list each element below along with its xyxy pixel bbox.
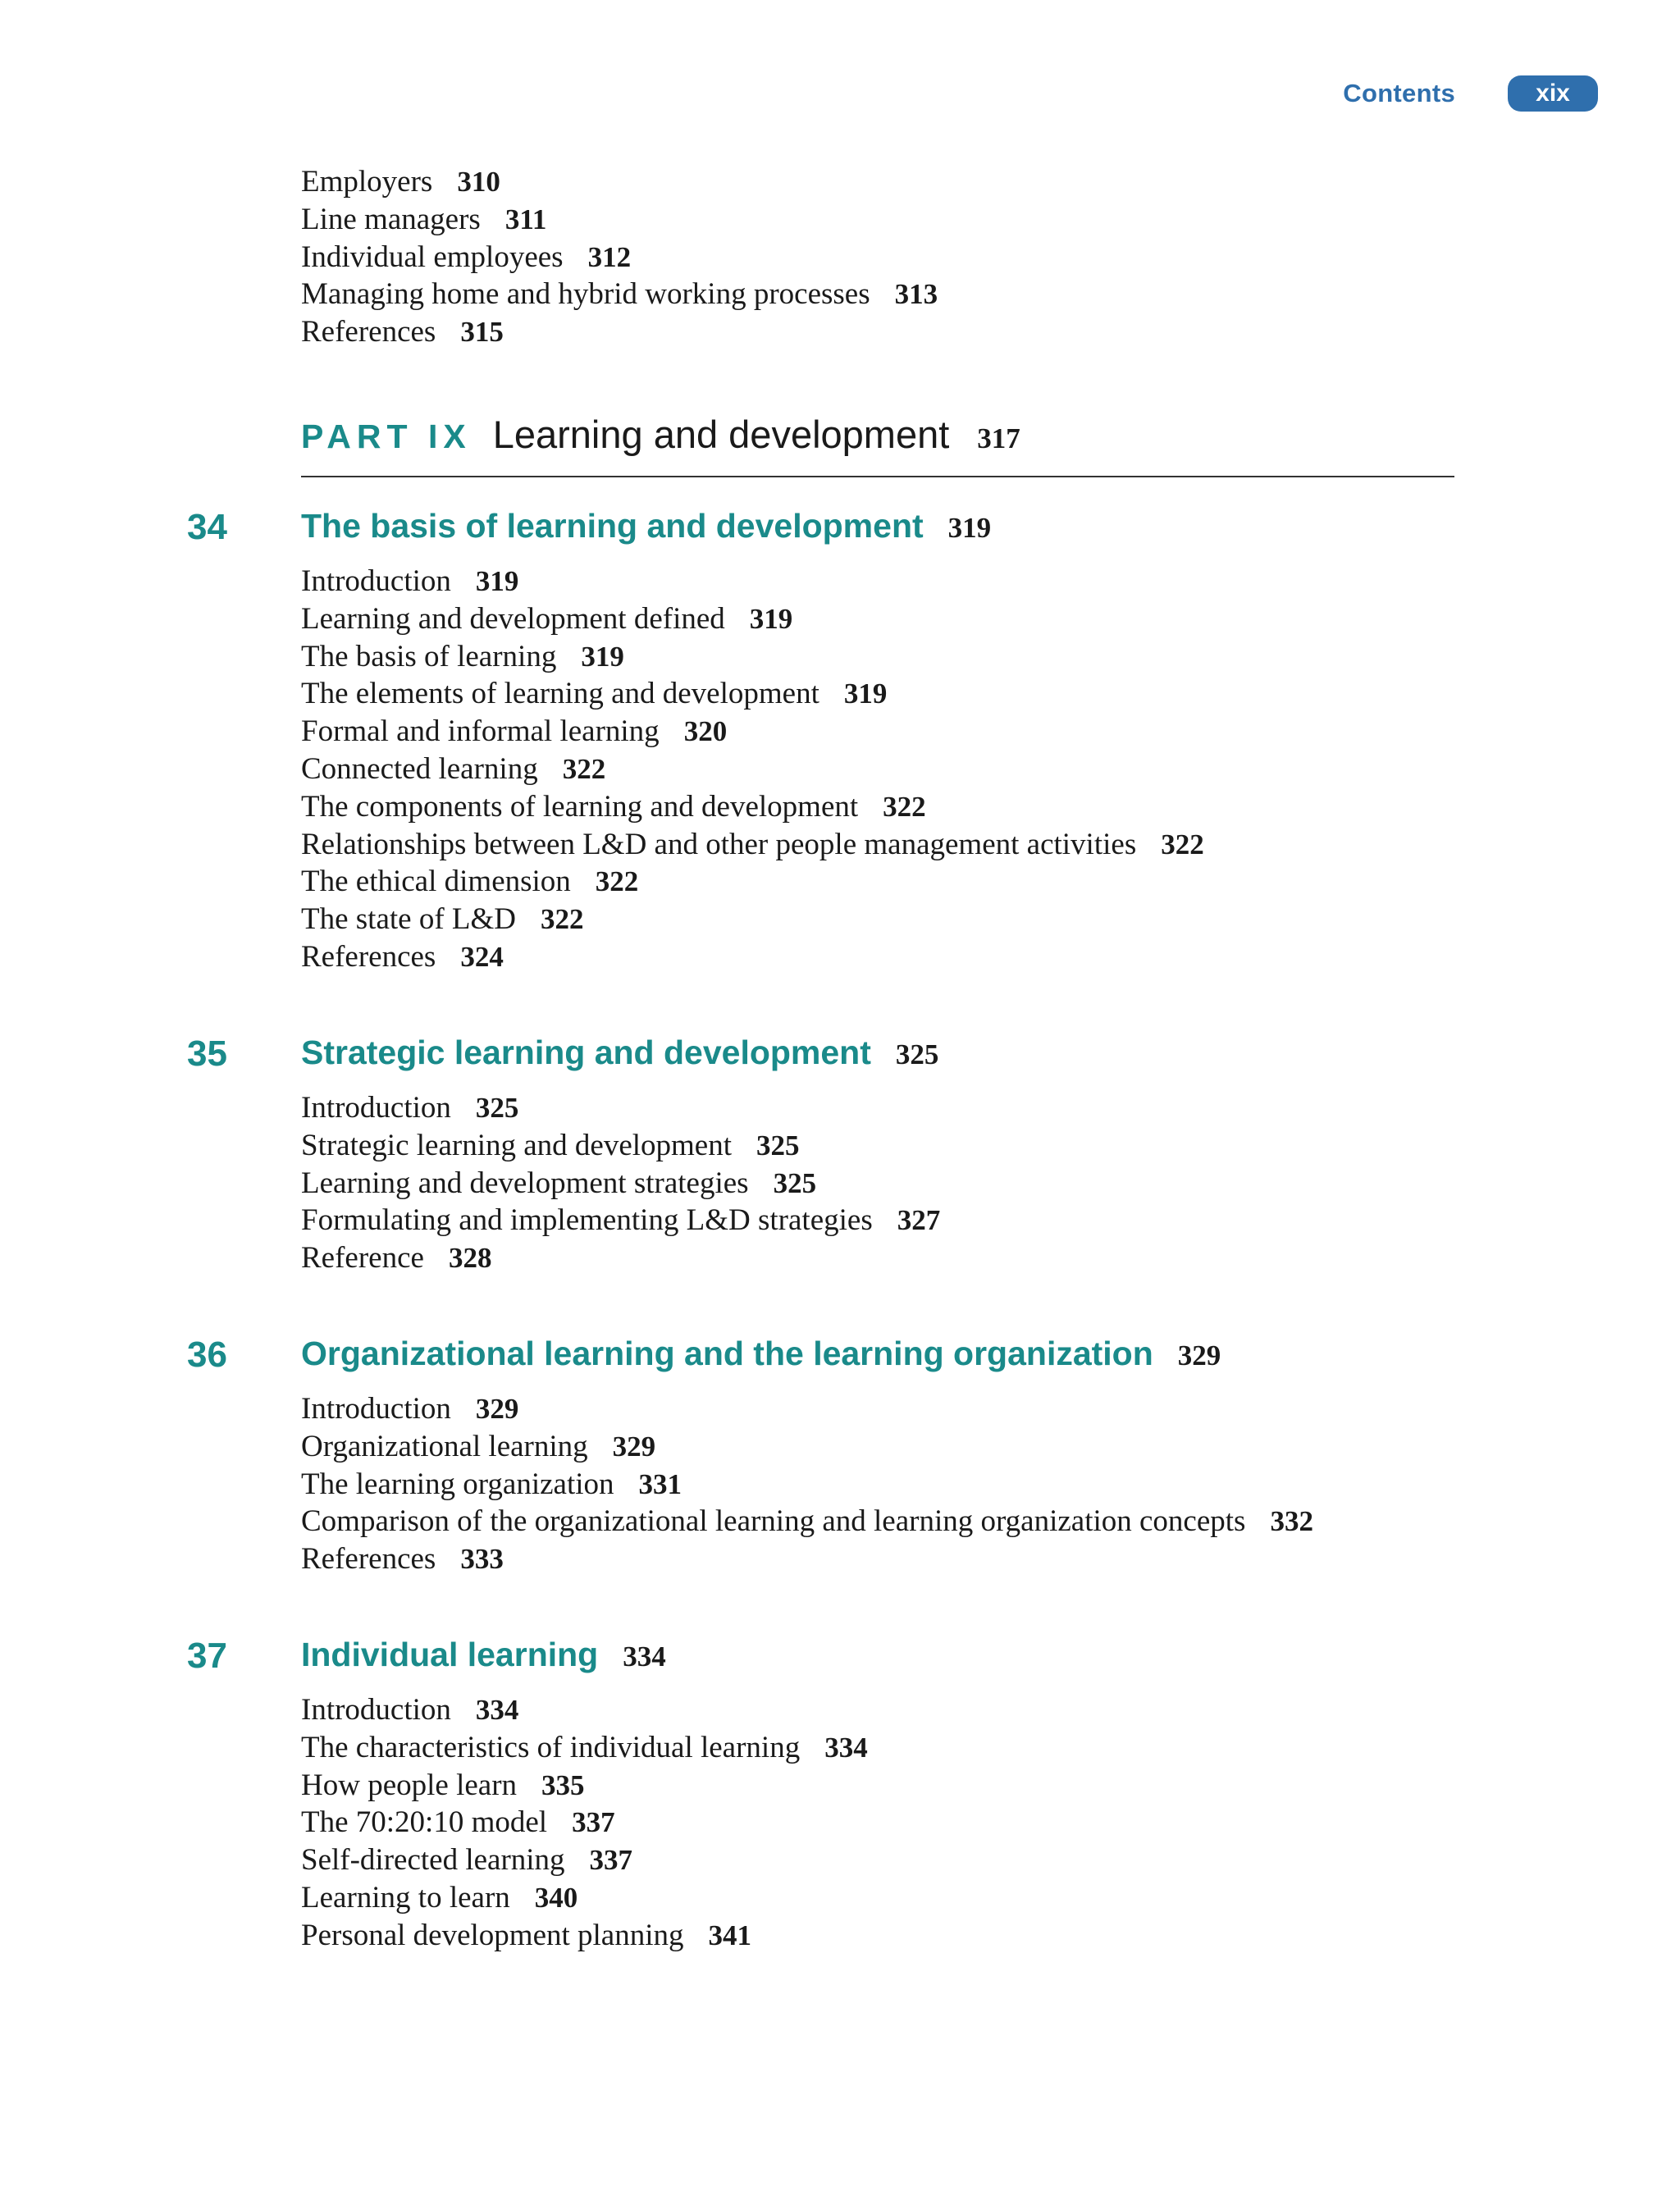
toc-entry-title: Learning and development defined — [301, 601, 725, 636]
toc-entry-title: The basis of learning — [301, 639, 557, 673]
toc-entry[interactable] — [301, 826, 1204, 864]
toc-entry[interactable] — [301, 788, 1204, 826]
toc-entry-page: 337 — [589, 1844, 633, 1877]
toc-entry-title: Relationships between L&D and other people management activities — [301, 827, 1137, 861]
toc-entry-page: 332 — [1270, 1505, 1313, 1538]
chapter-title: Organizational learning and the learning organization — [301, 1335, 1153, 1372]
toc-entry[interactable] — [301, 1540, 1313, 1578]
toc-entry-title: References — [301, 315, 436, 349]
toc-entry-title: Employers — [301, 165, 433, 199]
toc-entry[interactable] — [301, 1691, 868, 1729]
toc-entry-page: 319 — [581, 640, 624, 673]
toc-entry-page: 311 — [504, 203, 547, 235]
toc-entry[interactable] — [301, 1239, 940, 1277]
chapter-number: 34 — [187, 507, 227, 547]
toc-entry-page: 329 — [612, 1430, 656, 1463]
toc-entry-title: The learning organization — [301, 1467, 614, 1501]
chapter-heading[interactable] — [301, 507, 991, 545]
toc-entry[interactable] — [301, 1466, 1313, 1504]
toc-entry-page: 312 — [587, 240, 632, 273]
toc-entry-page: 335 — [541, 1768, 585, 1801]
chapter-entries — [301, 1691, 868, 1955]
toc-entry[interactable] — [301, 751, 1204, 788]
chapter-title: Individual learning — [301, 1636, 599, 1673]
toc-entry[interactable] — [301, 1879, 868, 1917]
preceding-entries — [301, 163, 938, 351]
chapter-page: 319 — [947, 512, 992, 544]
toc-entry[interactable] — [301, 1089, 940, 1127]
toc-entry-page: 337 — [572, 1806, 615, 1839]
chapter-entries — [301, 1390, 1313, 1578]
toc-entry-page: 329 — [475, 1393, 519, 1425]
toc-entry[interactable] — [301, 201, 938, 239]
toc-entry[interactable] — [301, 1428, 1313, 1466]
chapter-entries — [301, 563, 1204, 976]
chapter-entries — [301, 1089, 940, 1277]
toc-entry[interactable] — [301, 239, 938, 276]
toc-entry-page: 324 — [460, 940, 504, 973]
running-head — [1343, 75, 1598, 112]
toc-entry[interactable] — [301, 938, 1204, 976]
toc-entry[interactable] — [301, 713, 1204, 751]
toc-entry-page: 322 — [595, 865, 639, 898]
toc-entry-page: 327 — [897, 1204, 941, 1237]
toc-entry-title: Introduction — [301, 564, 451, 598]
toc-entry-title: The ethical dimension — [301, 865, 571, 899]
toc-entry[interactable] — [301, 313, 938, 351]
toc-entry-title: Organizational learning — [301, 1429, 588, 1463]
toc-entry-title: The 70:20:10 model — [301, 1805, 548, 1840]
chapter-heading[interactable] — [301, 1335, 1221, 1373]
toc-entry-title: Introduction — [301, 1091, 451, 1125]
chapter-page: 325 — [895, 1038, 939, 1070]
toc-entry[interactable] — [301, 1202, 940, 1239]
toc-entry-title: The state of L&D — [301, 902, 516, 937]
toc-entry[interactable] — [301, 901, 1204, 938]
part-page: 317 — [977, 422, 1020, 454]
part-title: Learning and development — [492, 413, 950, 456]
toc-entry-page: 319 — [475, 565, 519, 597]
toc-entry[interactable] — [301, 675, 1204, 713]
toc-entry[interactable] — [301, 638, 1204, 676]
toc-entry-page: 325 — [475, 1092, 519, 1124]
toc-entry-title: Line managers — [301, 202, 481, 236]
toc-entry[interactable] — [301, 600, 1204, 638]
toc-entry[interactable] — [301, 276, 938, 313]
toc-entry[interactable] — [301, 1165, 940, 1203]
chapter-heading[interactable] — [301, 1636, 666, 1674]
chapter-number: 37 — [187, 1636, 227, 1676]
toc-entry-page: 322 — [883, 790, 926, 823]
toc-entry-title: Strategic learning and development — [301, 1128, 733, 1162]
toc-entry[interactable] — [301, 1503, 1313, 1540]
chapter-heading[interactable] — [301, 1034, 938, 1072]
toc-entry[interactable] — [301, 1767, 868, 1805]
toc-entry-page: 341 — [708, 1919, 752, 1951]
chapter-number: 35 — [187, 1034, 227, 1074]
chapter-title: The basis of learning and development — [301, 507, 924, 545]
toc-entry-page: 333 — [460, 1543, 504, 1576]
toc-entry-page: 325 — [773, 1166, 817, 1199]
toc-entry-title: References — [301, 939, 436, 974]
toc-entry-title: Managing home and hybrid working processes — [301, 277, 870, 312]
toc-entry-title: How people learn — [301, 1768, 518, 1802]
toc-entry-title: Reference — [301, 1241, 424, 1276]
toc-entry-page: 340 — [534, 1881, 578, 1914]
toc-entry-title: The elements of learning and development — [301, 677, 819, 711]
toc-entry-page: 322 — [541, 903, 584, 936]
toc-entry-title: Comparison of the organizational learning and learning organization concepts — [301, 1504, 1246, 1539]
toc-entry-page: 315 — [460, 316, 504, 349]
toc-entry-title: Introduction — [301, 1392, 451, 1426]
toc-entry[interactable] — [301, 863, 1204, 901]
toc-entry-page: 334 — [475, 1694, 519, 1726]
toc-entry-page: 319 — [843, 678, 888, 710]
toc-entry-page: 310 — [457, 166, 500, 198]
toc-entry-title: Formulating and implementing L&D strategies — [301, 1203, 873, 1238]
toc-entry-page: 328 — [448, 1242, 492, 1275]
toc-entry-page: 322 — [562, 752, 606, 785]
chapter-title: Strategic learning and development — [301, 1034, 871, 1071]
toc-entry-page: 325 — [756, 1129, 800, 1161]
page-folio-badge: xix — [1508, 75, 1598, 112]
toc-entry[interactable] — [301, 563, 1204, 600]
toc-entry-title: Connected learning — [301, 751, 538, 786]
toc-entry[interactable] — [301, 163, 938, 201]
toc-entry-title: Personal development planning — [301, 1918, 684, 1952]
toc-entry-title: Introduction — [301, 1693, 451, 1727]
toc-entry-page: 331 — [638, 1467, 682, 1500]
running-head-title: Contents — [1343, 79, 1455, 107]
toc-entry-title: References — [301, 1542, 436, 1577]
toc-entry-title: The components of learning and development — [301, 789, 859, 824]
toc-entry-page: 313 — [894, 278, 938, 311]
toc-entry[interactable] — [301, 1804, 868, 1841]
toc-entry-title: Individual employees — [301, 240, 564, 274]
toc-entry[interactable] — [301, 1917, 868, 1955]
toc-entry-page: 320 — [683, 715, 728, 748]
chapter-page: 329 — [1177, 1339, 1221, 1371]
toc-entry-title: Self-directed learning — [301, 1843, 565, 1878]
toc-entry[interactable] — [301, 1390, 1313, 1428]
chapter-page: 334 — [623, 1641, 666, 1673]
toc-entry[interactable] — [301, 1841, 868, 1879]
part-heading[interactable] — [301, 412, 1454, 477]
toc-entry-page: 334 — [824, 1731, 868, 1764]
toc-entry-page: 319 — [749, 602, 793, 635]
toc-entry-title: Learning and development strategies — [301, 1166, 749, 1200]
chapter-number: 36 — [187, 1335, 227, 1375]
toc-entry-page: 322 — [1161, 828, 1204, 860]
toc-entry[interactable] — [301, 1729, 868, 1767]
toc-entry-title: Learning to learn — [301, 1880, 510, 1914]
toc-entry-title: The characteristics of individual learning — [301, 1730, 801, 1764]
toc-entry[interactable] — [301, 1127, 940, 1165]
part-label: PART IX — [301, 418, 472, 455]
toc-entry-title: Formal and informal learning — [301, 714, 660, 749]
